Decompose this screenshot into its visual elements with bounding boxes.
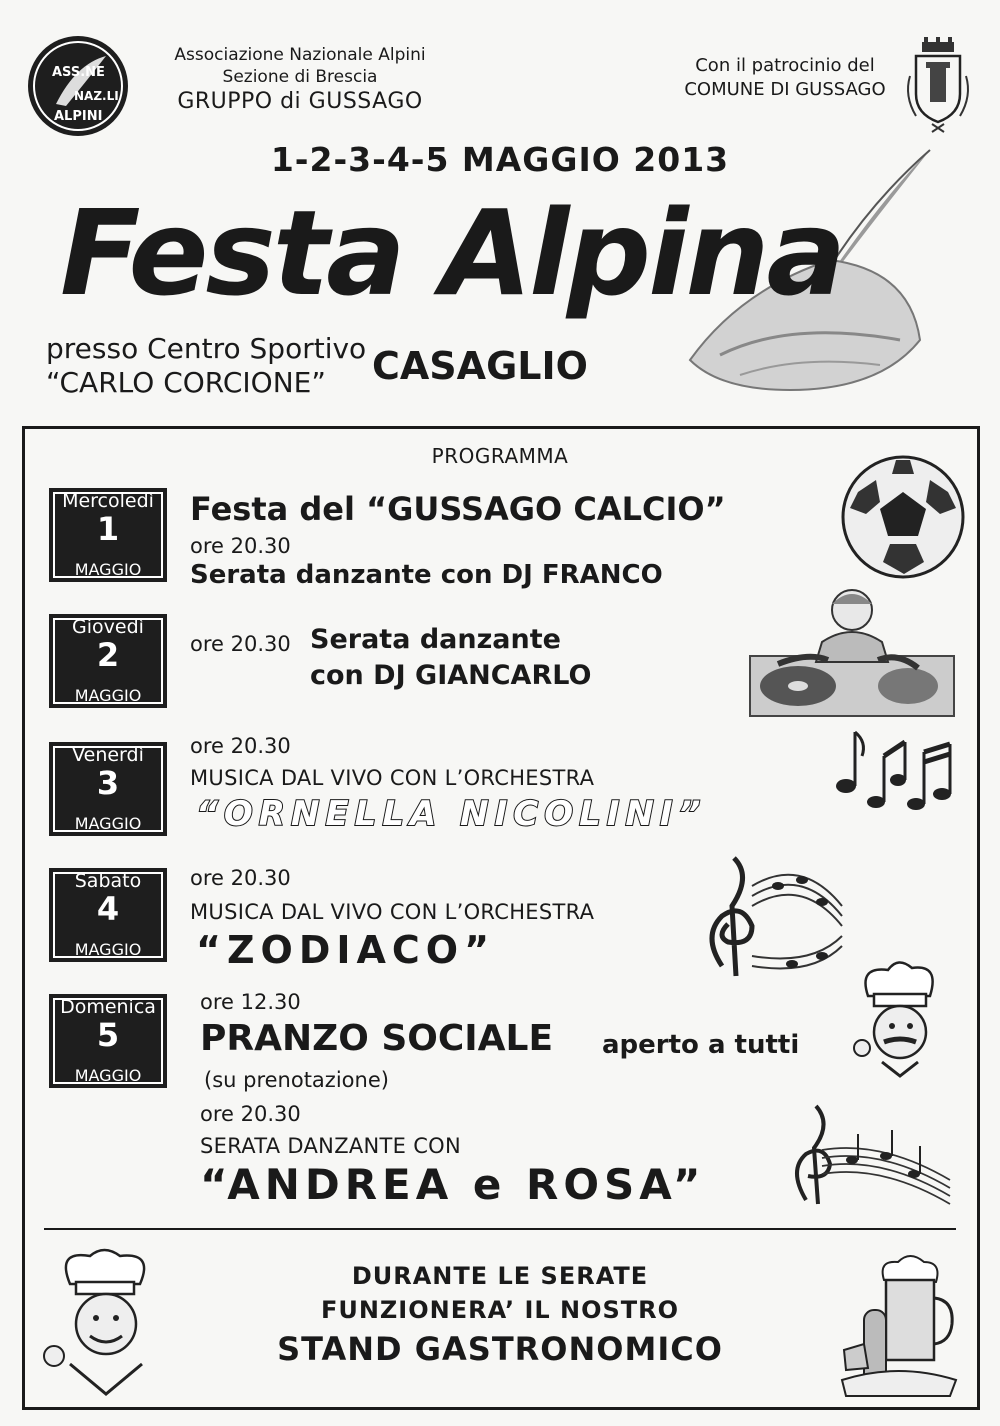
day-month: MAGGIO [74, 686, 142, 705]
day3-performer: “ORNELLA NICOLINI” [196, 794, 707, 834]
dj-icon [748, 582, 956, 718]
day2-time: ore 20.30 [190, 632, 291, 656]
logo-text-1: ASS.NE [52, 65, 105, 80]
day3-detail: MUSICA DAL VIVO CON L’ORCHESTRA [190, 766, 595, 790]
day4-detail: MUSICA DAL VIVO CON L’ORCHESTRA [190, 900, 595, 924]
day-box-4 [49, 868, 167, 962]
day2-detail-line1: Serata danzante [310, 624, 561, 655]
event-title: Festa Alpina [60, 184, 844, 322]
day-month: MAGGIO [74, 560, 142, 579]
day-month: MAGGIO [74, 814, 142, 833]
day4-performer: “ZODIACO” [196, 928, 496, 972]
day5-headline: PRANZO SOCIALE [200, 1018, 554, 1059]
day5-performer: “ANDREA e ROSA” [200, 1160, 706, 1209]
day-box-1 [49, 488, 167, 582]
day5-detail2: SERATA DANZANTE CON [200, 1134, 462, 1158]
program-title: PROGRAMMA [431, 444, 569, 468]
day-number: 1 [96, 510, 120, 548]
venue-line1: presso Centro Sportivo [46, 332, 367, 365]
day-number: 4 [96, 890, 120, 928]
day-month: MAGGIO [74, 1066, 142, 1085]
day-box-2 [49, 614, 167, 708]
chef-waving-icon [40, 1244, 170, 1404]
day1-headline: Festa del “GUSSAGO CALCIO” [190, 490, 726, 528]
association-section: Sezione di Brescia [222, 67, 378, 87]
patronage-line2: COMUNE DI GUSSAGO [684, 79, 886, 100]
association-block [140, 44, 460, 116]
day-name: Giovedì [72, 616, 144, 638]
music-staff-icon [782, 1100, 954, 1208]
music-notes-icon [832, 722, 962, 822]
day5-note: (su prenotazione) [204, 1068, 389, 1092]
day-name: Venerdì [72, 744, 144, 766]
alpini-logo [26, 34, 130, 138]
day1-time: ore 20.30 [190, 534, 291, 558]
day-name: Domenica [60, 996, 156, 1018]
chef-icon [848, 956, 948, 1090]
venue-line2: “CARLO CORCIONE” [46, 366, 326, 399]
association-name: Associazione Nazionale Alpini [174, 45, 426, 65]
divider [44, 1228, 956, 1230]
day5-headline-suffix: aperto a tutti [602, 1030, 800, 1060]
soccer-ball-icon [838, 452, 968, 582]
event-dates: 1-2-3-4-5 MAGGIO 2013 [270, 140, 730, 179]
municipal-crest-icon [902, 36, 974, 134]
day-box-3 [49, 742, 167, 836]
day4-time: ore 20.30 [190, 866, 291, 890]
footer-line2: FUNZIONERA’ IL NOSTRO [320, 1296, 680, 1324]
day-number: 5 [96, 1016, 120, 1054]
day-name: Mercoledì [62, 490, 154, 512]
day1-detail: Serata danzante con DJ FRANCO [190, 560, 663, 590]
day-box-5 [49, 994, 167, 1088]
footer-line3: STAND GASTRONOMICO [277, 1330, 723, 1368]
day-name: Sabato [74, 870, 142, 892]
patronage-line1: Con il patrocinio del [695, 55, 875, 76]
day3-time: ore 20.30 [190, 734, 291, 758]
day5-time: ore 12.30 [200, 990, 301, 1014]
day-number: 2 [96, 636, 120, 674]
day5-time2: ore 20.30 [200, 1102, 301, 1126]
treble-clef-icon [682, 846, 850, 982]
patronage-block [670, 54, 900, 102]
logo-text-3: ALPINI [54, 109, 103, 124]
association-group: GRUPPO di GUSSAGO [177, 89, 423, 114]
day2-detail-line2: con DJ GIANCARLO [310, 660, 592, 691]
beer-food-icon [838, 1250, 958, 1400]
logo-text-2: NAZ.LI [74, 89, 119, 103]
day-number: 3 [96, 764, 120, 802]
venue-city: CASAGLIO [372, 344, 588, 388]
day-month: MAGGIO [74, 940, 142, 959]
footer-line1: DURANTE LE SERATE [351, 1262, 649, 1290]
